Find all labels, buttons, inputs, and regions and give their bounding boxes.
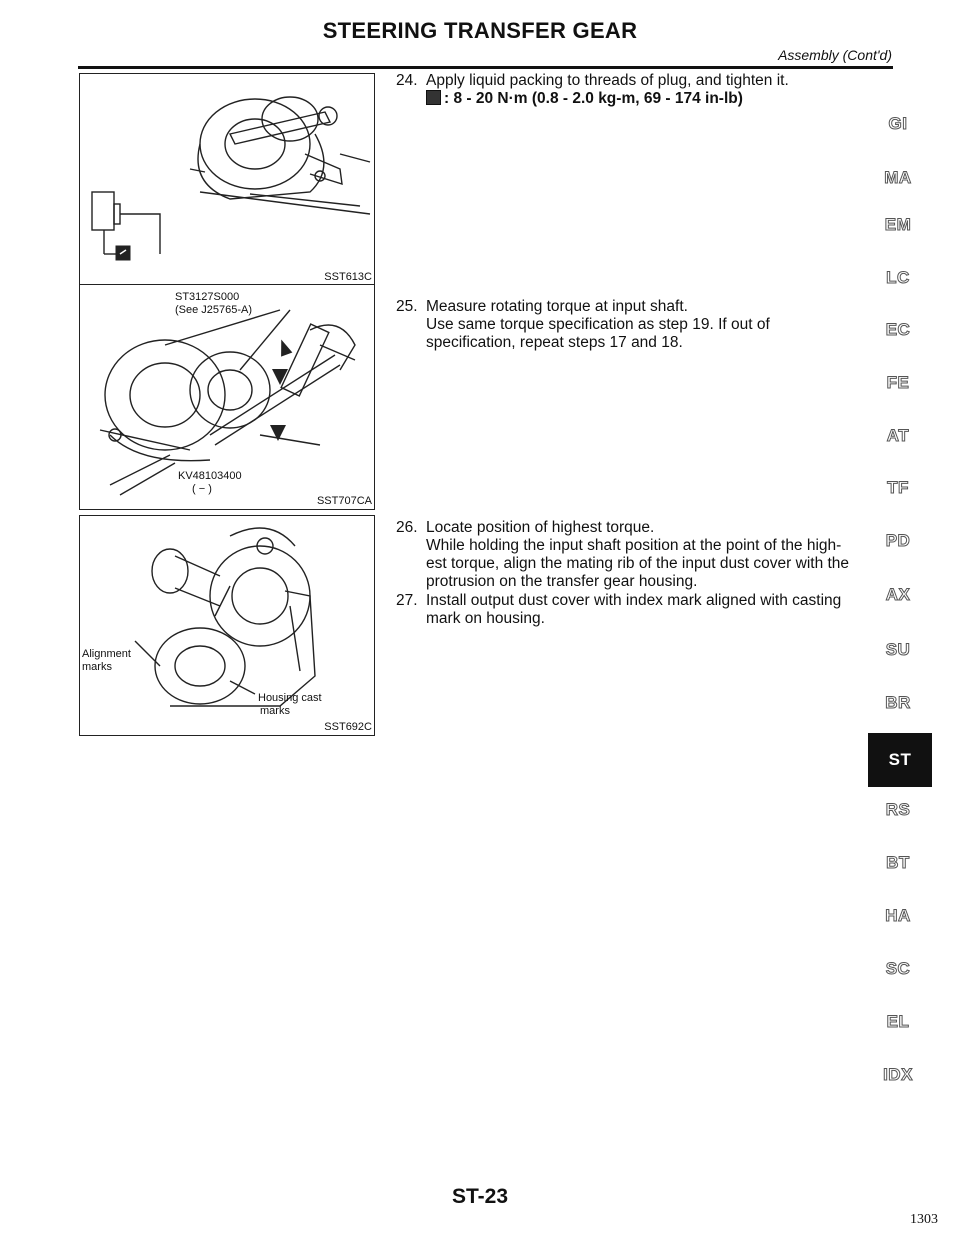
step-24	[396, 72, 789, 107]
step-25	[396, 298, 770, 351]
step-26	[396, 519, 850, 590]
tool-label-st3127s000: ST3127S000	[175, 291, 240, 303]
page-number: 1303	[910, 1212, 938, 1227]
step-number: 26.	[396, 519, 418, 536]
figure-alignment-marks	[79, 515, 375, 736]
tab-sc[interactable]: SC	[885, 959, 911, 978]
tab-rs[interactable]: RS	[885, 800, 911, 819]
callout-alignment-marks: marks	[82, 661, 112, 673]
torque-wrench-icon	[426, 90, 441, 105]
step-text: specification, repeat steps 17 and 18.	[426, 334, 683, 351]
tab-el[interactable]: EL	[886, 1012, 910, 1031]
callout-housing-marks: marks	[260, 705, 290, 717]
tab-ec[interactable]: EC	[885, 320, 911, 339]
figure-code: SST707CA	[316, 495, 372, 507]
step-number: 27.	[396, 592, 418, 609]
tab-pd[interactable]: PD	[885, 531, 911, 550]
step-text: While holding the input shaft position at the point of the high-	[426, 537, 842, 554]
step-text: Install output dust cover with index mark aligned with casting	[426, 592, 842, 609]
callout-housing-cast: Housing cast	[258, 692, 322, 704]
page-title: STEERING TRANSFER GEAR	[322, 18, 638, 43]
tab-bt[interactable]: BT	[886, 853, 910, 872]
step-27	[396, 592, 842, 627]
tab-lc[interactable]: LC	[886, 268, 910, 287]
step-text: Use same torque specification as step 19. If out of	[426, 316, 770, 333]
section-subtitle: Assembly (Cont'd)	[778, 47, 892, 63]
figure-plug-tightening-illustration	[80, 74, 374, 285]
torque-spec	[426, 90, 902, 108]
tab-gi[interactable]: GI	[888, 114, 908, 133]
tool-label-kv48103400: KV48103400	[178, 470, 242, 482]
tab-em[interactable]: EM	[884, 215, 912, 234]
tab-ha[interactable]: HA	[885, 906, 911, 925]
step-text: protrusion on the transfer gear housing.	[426, 573, 698, 590]
step-number: 24.	[396, 72, 418, 89]
step-text: Measure rotating torque at input shaft.	[426, 298, 688, 315]
tab-br[interactable]: BR	[885, 693, 911, 712]
tab-ma[interactable]: MA	[884, 168, 912, 187]
tab-idx[interactable]: IDX	[883, 1065, 913, 1084]
header-rule	[78, 66, 893, 69]
figure-code: SST692C	[324, 721, 372, 733]
tab-at[interactable]: AT	[886, 426, 910, 445]
callout-alignment: Alignment	[82, 648, 131, 660]
step-text: Apply liquid packing to threads of plug, and tighten it.	[426, 72, 789, 89]
page-label: ST-23	[451, 1185, 509, 1208]
torque-spec-text: : 8 - 20 N·m (0.8 - 2.0 kg-m, 69 - 174 in-lb)	[444, 90, 743, 107]
step-text: Locate position of highest torque.	[426, 519, 655, 536]
step-text: mark on housing.	[426, 610, 545, 627]
tool-label-blank: ( − )	[192, 483, 212, 495]
step-text: est torque, align the mating rib of the input dust cover with the	[426, 555, 850, 572]
figure-torque-measure	[79, 284, 375, 510]
tab-ax[interactable]: AX	[885, 585, 911, 604]
tab-su[interactable]: SU	[885, 640, 911, 659]
step-number: 25.	[396, 298, 418, 315]
figure-code: SST613C	[324, 271, 372, 283]
figure-alignment-marks-illustration	[80, 516, 374, 735]
tab-fe[interactable]: FE	[886, 373, 910, 392]
tool-label-see-j25765a: (See J25765-A)	[175, 304, 253, 316]
tab-tf[interactable]: TF	[887, 478, 909, 497]
figure-plug-tightening	[79, 73, 375, 286]
tab-st-active[interactable]: ST	[868, 733, 932, 787]
